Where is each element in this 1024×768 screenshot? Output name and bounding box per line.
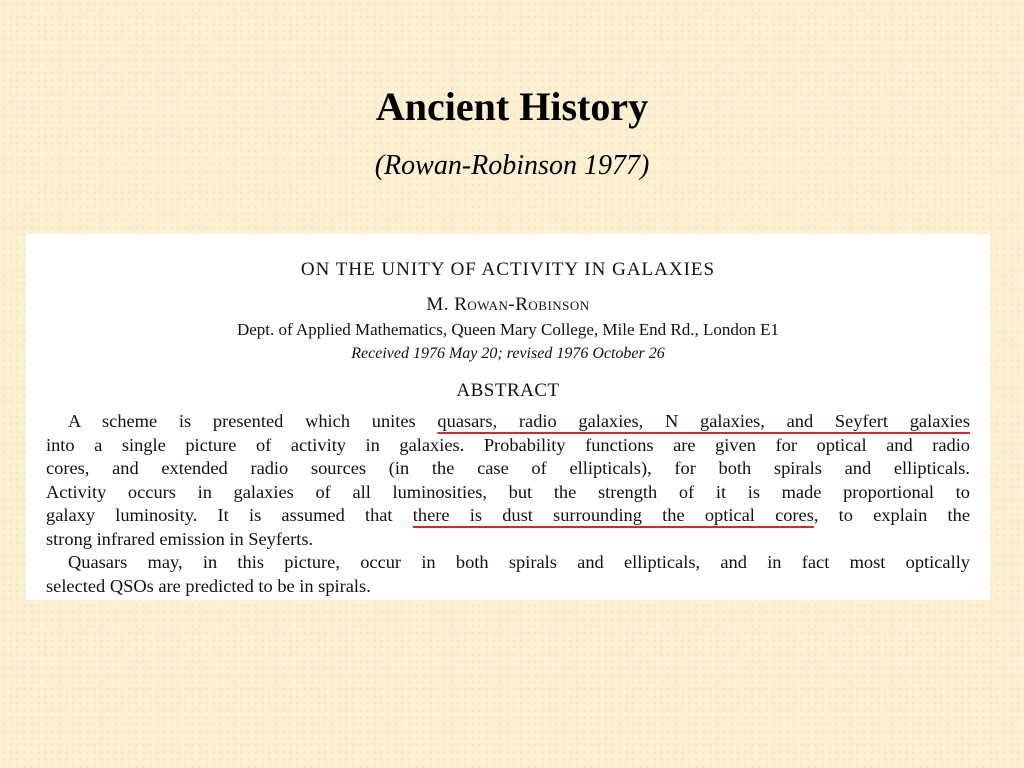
paper-title: ON THE UNITY OF ACTIVITY IN GALAXIES xyxy=(300,259,716,280)
highlighted-phrase: quasars, radio galaxies, N galaxies, and Seyfert galaxies xyxy=(437,411,970,431)
abstract-text: A scheme is presented which unites xyxy=(68,411,438,431)
abstract-text: galaxy luminosity. It is assumed that xyxy=(46,505,413,525)
paper-affiliation: Dept. of Applied Mathematics, Queen Mary College, Mile End Rd., London E1 xyxy=(236,320,779,339)
abstract-line: selected QSOs are predicted to be in spirals. xyxy=(46,575,371,596)
author-surname: Rowan-Robinson xyxy=(454,294,590,315)
abstract-line xyxy=(46,504,970,528)
abstract-heading: ABSTRACT xyxy=(456,380,560,401)
author-initial: M. xyxy=(426,294,455,315)
slide-title: Ancient History xyxy=(375,84,649,129)
paper-received-date: Received 1976 May 20; revised 1976 October 26 xyxy=(351,345,665,362)
abstract-line xyxy=(46,410,970,434)
abstract-line: into a single picture of activity in galaxies. Probability functions are given for optical and radio xyxy=(46,434,970,455)
abstract-line: Activity occurs in galaxies of all luminosities, but the strength of it is made proportional to xyxy=(46,481,970,502)
abstract-line: Quasars may, in this picture, occur in both spirals and ellipticals, and in fact most optically xyxy=(68,552,970,572)
slide-subtitle: (Rowan-Robinson 1977) xyxy=(374,150,650,181)
paper-clipping xyxy=(26,234,990,600)
abstract-text: , to explain the xyxy=(813,505,970,525)
abstract-body xyxy=(46,410,970,598)
paper-author xyxy=(26,293,990,317)
abstract-line: cores, and extended radio sources (in the case of ellipticals), for both spirals and ellipticals. xyxy=(46,458,970,478)
abstract-line: strong infrared emission in Seyferts. xyxy=(46,528,314,549)
highlighted-phrase: there is dust surrounding the optical cores xyxy=(412,505,814,525)
